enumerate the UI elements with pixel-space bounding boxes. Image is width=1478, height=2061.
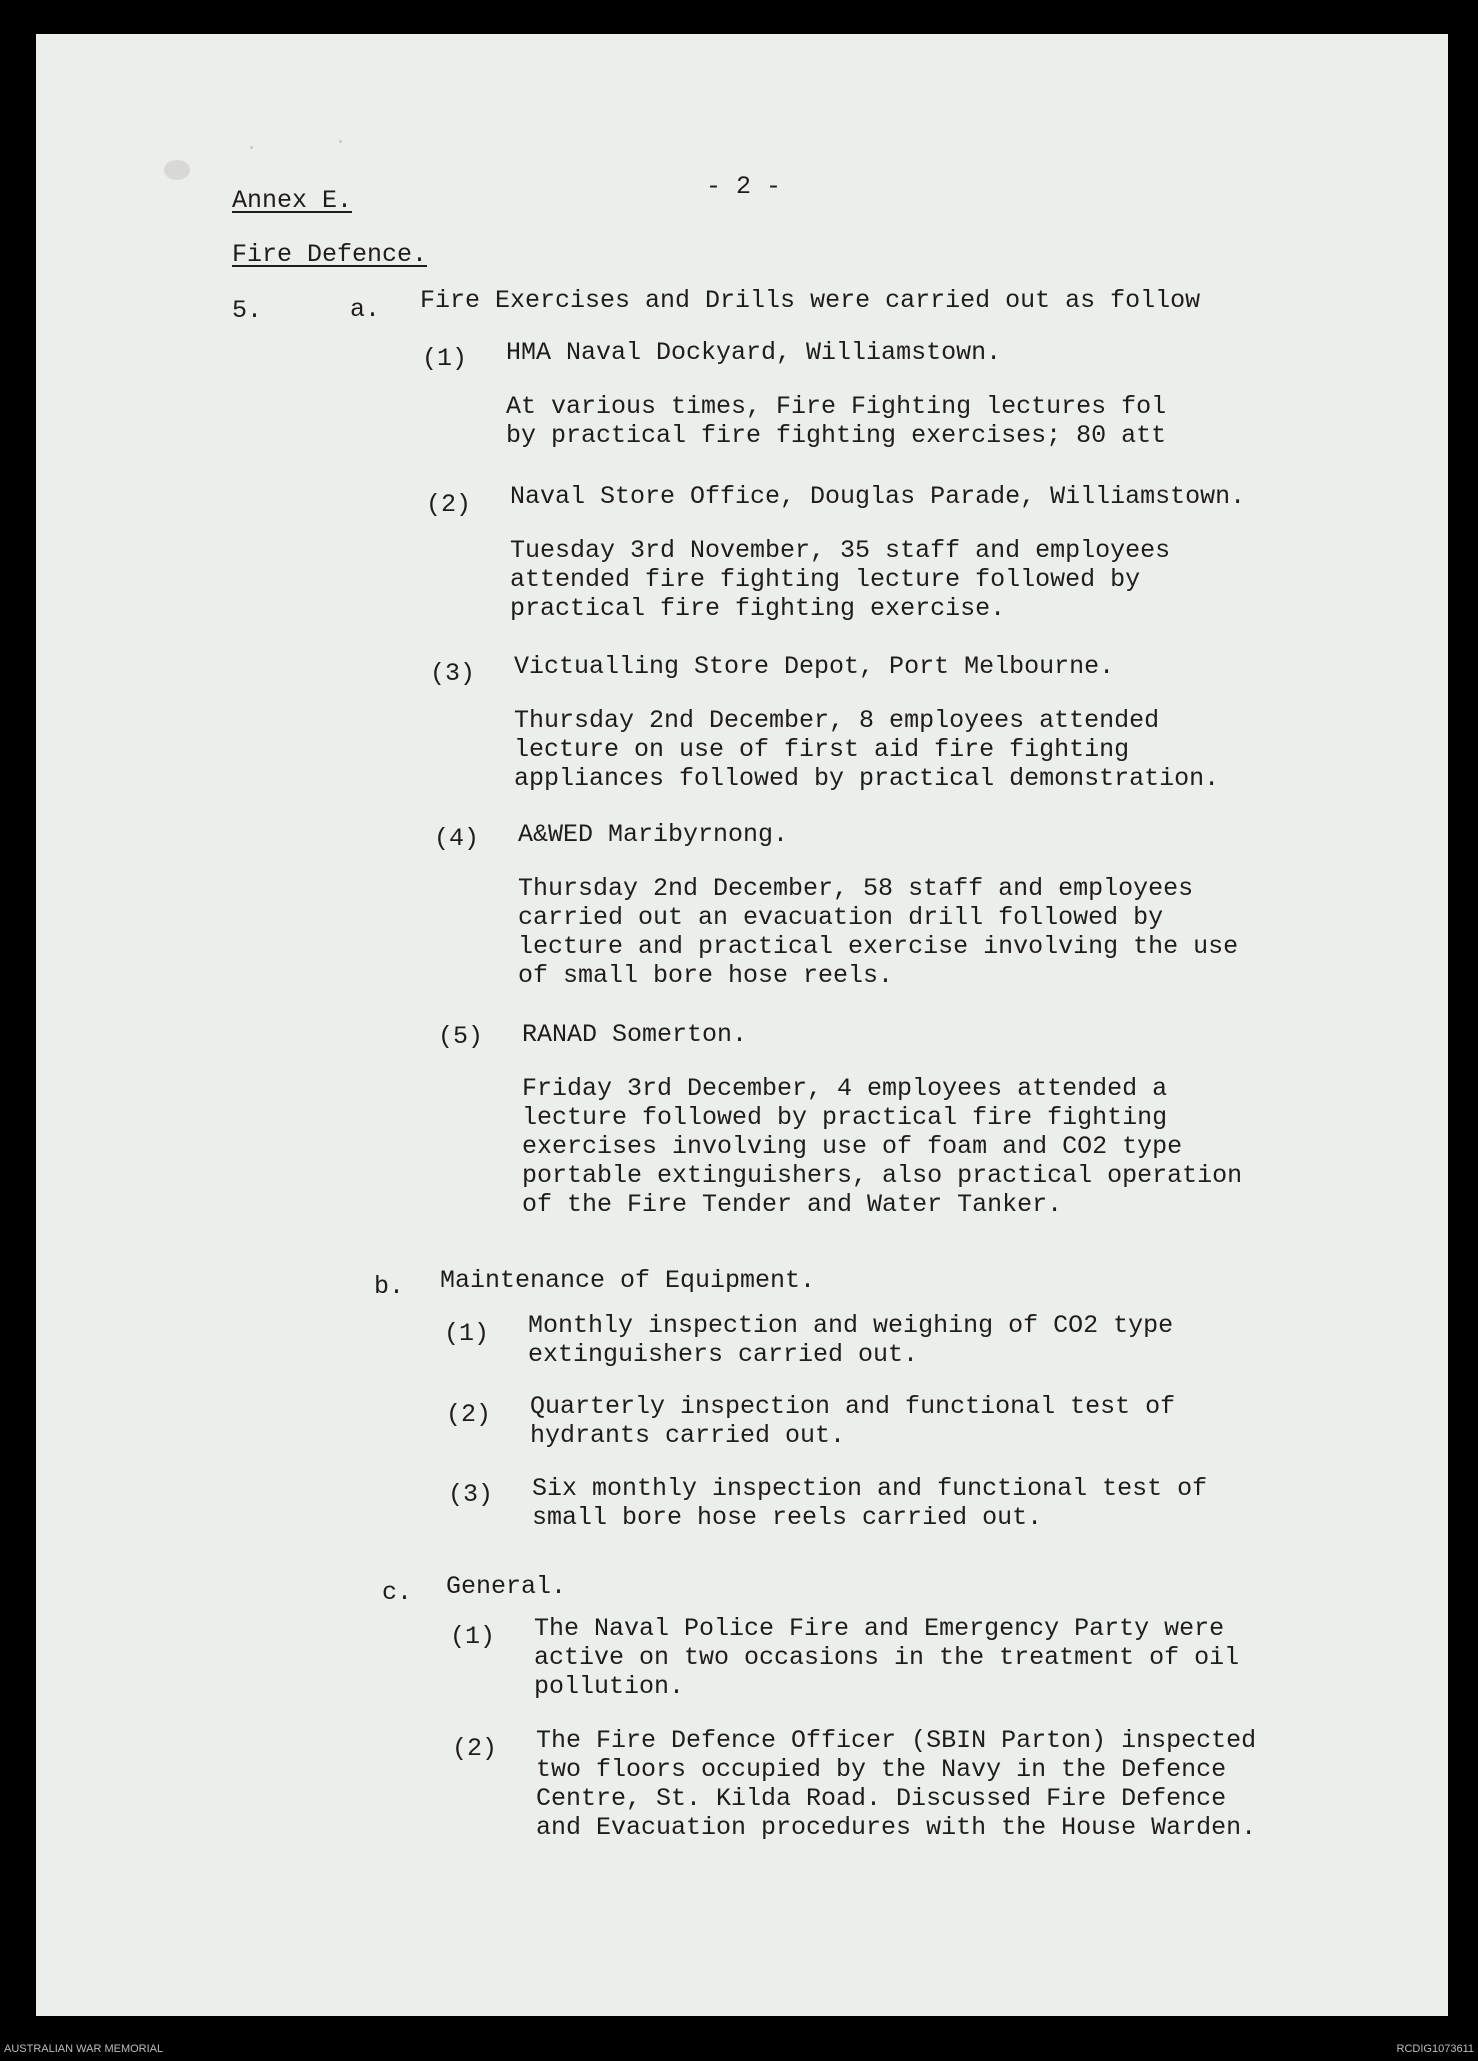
body-line: hydrants carried out. xyxy=(530,1421,846,1450)
item-body xyxy=(510,536,1170,623)
speck xyxy=(339,140,342,143)
item-number: (1) xyxy=(450,1622,496,1651)
section-title: Fire Defence. xyxy=(232,240,428,269)
subparagraph-b-heading: Maintenance of Equipment. xyxy=(440,1266,816,1295)
subparagraph-a-letter: a. xyxy=(350,295,381,324)
body-line: exercises involving use of foam and CO2 type xyxy=(522,1132,1183,1161)
body-line: attended fire fighting lecture followed by xyxy=(510,565,1141,594)
item-number: (2) xyxy=(452,1734,498,1763)
body-line: The Fire Defence Officer (SBIN Parton) inspected xyxy=(536,1726,1257,1755)
item-number: (2) xyxy=(446,1400,492,1429)
body-line: Six monthly inspection and functional test of xyxy=(532,1474,1208,1503)
item-number: (1) xyxy=(444,1319,490,1348)
body-line: practical fire fighting exercise. xyxy=(510,594,1006,623)
body-line: At various times, Fire Fighting lectures fol xyxy=(506,392,1167,421)
body-line: extinguishers carried out. xyxy=(528,1340,919,1369)
punch-mark xyxy=(164,160,190,180)
body-line: Thursday 2nd December, 58 staff and employees xyxy=(518,874,1194,903)
subparagraph-c-letter: c. xyxy=(382,1578,413,1607)
body-line: and Evacuation procedures with the House Warden. xyxy=(536,1813,1257,1842)
body-line: by practical fire fighting exercises; 80 att xyxy=(506,421,1167,450)
item-body xyxy=(532,1474,1207,1532)
item-number: (2) xyxy=(426,490,472,519)
item-number: (1) xyxy=(422,344,468,373)
body-line: Quarterly inspection and functional test of xyxy=(530,1392,1176,1421)
body-line: The Naval Police Fire and Emergency Party were xyxy=(534,1614,1225,1643)
body-line: Monthly inspection and weighing of CO2 type xyxy=(528,1311,1174,1340)
annex-label: Annex E. xyxy=(232,186,353,215)
body-line: Friday 3rd December, 4 employees attended a xyxy=(522,1074,1168,1103)
subparagraph-b-letter: b. xyxy=(374,1272,405,1301)
body-line: Centre, St. Kilda Road. Discussed Fire Defence xyxy=(536,1784,1227,1813)
body-line: pollution. xyxy=(534,1672,685,1701)
body-line: small bore hose reels carried out. xyxy=(532,1503,1043,1532)
item-title: HMA Naval Dockyard, Williamstown. xyxy=(506,338,1002,367)
item-title: A&WED Maribyrnong. xyxy=(518,820,789,849)
item-body xyxy=(530,1392,1175,1450)
body-line: active on two occasions in the treatment of oil xyxy=(534,1643,1240,1672)
body-line: portable extinguishers, also practical operation xyxy=(522,1161,1243,1190)
paragraph-number: 5. xyxy=(232,296,263,325)
subparagraph-c-heading: General. xyxy=(446,1572,567,1601)
item-title: RANAD Somerton. xyxy=(522,1020,748,1049)
item-body xyxy=(506,392,1166,450)
item-title: Naval Store Office, Douglas Parade, Williamstown. xyxy=(510,482,1246,511)
item-body xyxy=(518,874,1238,990)
item-body xyxy=(536,1726,1256,1842)
footer-source: AUSTRALIAN WAR MEMORIAL xyxy=(4,2043,164,2055)
subparagraph-a-heading: Fire Exercises and Drills were carried out as follow xyxy=(420,286,1201,315)
item-number: (3) xyxy=(430,659,476,688)
body-line: Tuesday 3rd November, 35 staff and employees xyxy=(510,536,1171,565)
body-line: two floors occupied by the Navy in the Defence xyxy=(536,1755,1227,1784)
body-line: lecture and practical exercise involving the use xyxy=(518,932,1239,961)
item-title: Victualling Store Depot, Port Melbourne. xyxy=(514,652,1115,681)
item-body xyxy=(522,1074,1242,1219)
item-body xyxy=(534,1614,1239,1701)
body-line: lecture on use of first aid fire fighting xyxy=(514,735,1130,764)
item-body xyxy=(514,706,1219,793)
document-page xyxy=(36,34,1448,2016)
footer-record-id: RCDIG1073611 xyxy=(1396,2043,1474,2055)
item-body xyxy=(528,1311,1173,1369)
item-number: (5) xyxy=(438,1022,484,1051)
item-number: (3) xyxy=(448,1480,494,1509)
body-line: carried out an evacuation drill followed by xyxy=(518,903,1164,932)
speck xyxy=(250,146,253,149)
body-line: Thursday 2nd December, 8 employees attended xyxy=(514,706,1160,735)
page-number: - 2 - xyxy=(706,172,782,201)
body-line: appliances followed by practical demonstration. xyxy=(514,764,1220,793)
body-line: of the Fire Tender and Water Tanker. xyxy=(522,1190,1063,1219)
body-line: of small bore hose reels. xyxy=(518,961,894,990)
item-number: (4) xyxy=(434,824,480,853)
body-line: lecture followed by practical fire fighting xyxy=(522,1103,1168,1132)
